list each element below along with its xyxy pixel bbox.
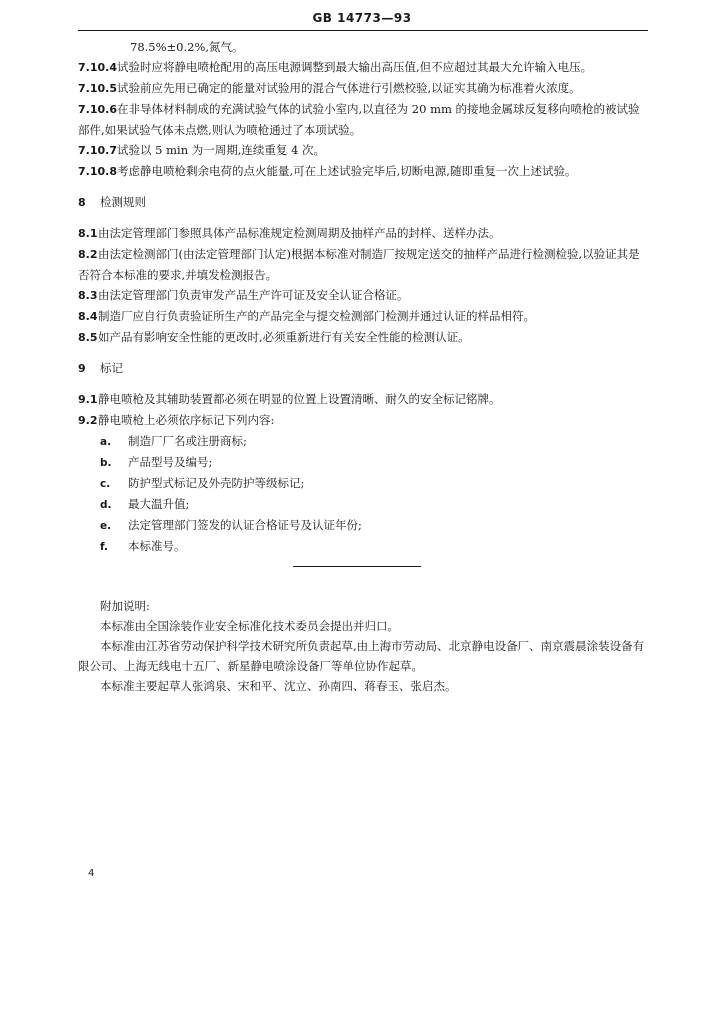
clause-number: 7.10.5 xyxy=(78,82,117,95)
list-item xyxy=(78,515,648,536)
clause-text: 静电喷枪上必须依序标记下列内容: xyxy=(98,413,275,427)
clause-number: 8.4 xyxy=(78,310,98,323)
clause-text: 试验以 5 min 为一周期,连续重复 4 次。 xyxy=(116,143,326,157)
notes-paragraph: 本标准由全国涂装作业安全标准化技术委员会提出并归口。 xyxy=(100,619,399,633)
page-number: 4 xyxy=(88,868,95,879)
clause-text: 试验时应将静电喷枪配用的高压电源调整到最大输出高压值,但不应超过其最大允许输入电压。 xyxy=(116,60,593,74)
list-item xyxy=(78,452,648,473)
clause-7-10-4 xyxy=(78,57,648,78)
list-letter: c. xyxy=(100,478,111,490)
clause-9-1 xyxy=(78,389,648,410)
clause-8-2 xyxy=(78,244,648,285)
notes-paragraph: 本标准由江苏省劳动保护科学技术研究所负责起草,由上海市劳动局、北京静电设备厂、南京震晨涂装设备有限公司、上海无线电十五厂、新星静电喷涂设备厂等单位协作起草。 xyxy=(78,639,645,673)
clause-text: 由法定管理部门负责审发产品生产许可证及安全认证合格证。 xyxy=(98,288,409,302)
clause-7-10-7 xyxy=(78,140,648,161)
clause-number: 7.10.7 xyxy=(78,144,117,157)
list-letter: d. xyxy=(100,499,112,511)
section-number: 9 xyxy=(78,362,86,375)
clause-9-2 xyxy=(78,410,648,431)
list-letter: a. xyxy=(100,436,112,448)
list-text: 产品型号及编号; xyxy=(128,455,213,469)
notes-paragraph: 本标准主要起草人张鸿泉、宋和平、沈立、孙南四、蒋春玉、张启杰。 xyxy=(100,679,457,693)
clause-number: 7.10.6 xyxy=(78,103,117,116)
clause-text: 由法定检测部门(由法定管理部门认定)根据本标准对制造厂按规定送交的抽样产品进行检测检验,以验证其是否符合本标准的要求,并填发检测报告。 xyxy=(78,247,640,282)
document-header: GB 14773—93 xyxy=(312,11,412,25)
clause-7-10-6 xyxy=(78,99,648,140)
clause-8-1 xyxy=(78,223,648,244)
list-item xyxy=(78,473,648,494)
clause-text: 在非导体材料制成的充满试验气体的试验小室内,以直径为 20 mm 的接地金属球反复移向喷枪的被试验部件,如果试验气体未点燃,则认为喷枪通过了本项试验。 xyxy=(78,102,640,137)
clause-8-3 xyxy=(78,285,648,306)
notes-title: 附加说明: xyxy=(100,599,150,613)
clause-text: 如产品有影响安全性能的更改时,必须重新进行有关安全性能的检测认证。 xyxy=(98,330,470,344)
clause-number: 9.2 xyxy=(78,414,98,427)
clause-7-10-5 xyxy=(78,78,648,99)
section-title: 标记 xyxy=(100,361,123,375)
list-letter: b. xyxy=(100,457,112,469)
continuation-text: 78.5%±0.2%,氮气。 xyxy=(130,40,244,54)
clause-number: 8.1 xyxy=(78,227,98,240)
list-letter: f. xyxy=(100,541,108,553)
list-text: 法定管理部门签发的认证合格证号及认证年份; xyxy=(128,518,362,532)
additional-notes xyxy=(78,596,648,696)
clause-text: 考虑静电喷枪剩余电荷的点火能量,可在上述试验完毕后,切断电源,随即重复一次上述试验。 xyxy=(116,164,577,178)
clause-8-5 xyxy=(78,327,648,348)
main-content xyxy=(78,37,648,557)
clause-number: 8.3 xyxy=(78,289,98,302)
list-item xyxy=(78,431,648,452)
end-of-standard-rule xyxy=(293,566,421,567)
list-text: 本标准号。 xyxy=(128,539,186,553)
clause-number: 8.5 xyxy=(78,331,98,344)
header-divider xyxy=(78,30,648,31)
clause-text: 静电喷枪及其辅助装置都必须在明显的位置上设置清晰、耐久的安全标记铭牌。 xyxy=(98,392,501,406)
list-letter: e. xyxy=(100,520,112,532)
clause-number: 9.1 xyxy=(78,393,98,406)
list-item xyxy=(78,536,648,557)
clause-number: 7.10.4 xyxy=(78,61,117,74)
list-text: 防护型式标记及外壳防护等级标记; xyxy=(128,476,305,490)
clause-number: 8.2 xyxy=(78,248,98,261)
clause-text: 由法定管理部门参照具体产品标准规定检测周期及抽样产品的封样、送样办法。 xyxy=(98,226,501,240)
list-text: 最大温升值; xyxy=(128,497,190,511)
clause-text: 试验前应先用已确定的能量对试验用的混合气体进行引燃校验,以证实其确为标准着火浓度。 xyxy=(116,81,581,95)
clause-8-4 xyxy=(78,306,648,327)
clause-text: 制造厂应自行负责验证所生产的产品完全与提交检测部门检测并通过认证的样品相符。 xyxy=(98,309,535,323)
clause-7-10-8 xyxy=(78,161,648,182)
clause-number: 7.10.8 xyxy=(78,165,117,178)
section-number: 8 xyxy=(78,196,86,209)
section-title: 检测规则 xyxy=(100,195,146,209)
list-item xyxy=(78,494,648,515)
section-9-heading xyxy=(78,358,648,379)
list-text: 制造厂厂名或注册商标; xyxy=(128,434,247,448)
section-8-heading xyxy=(78,192,648,213)
